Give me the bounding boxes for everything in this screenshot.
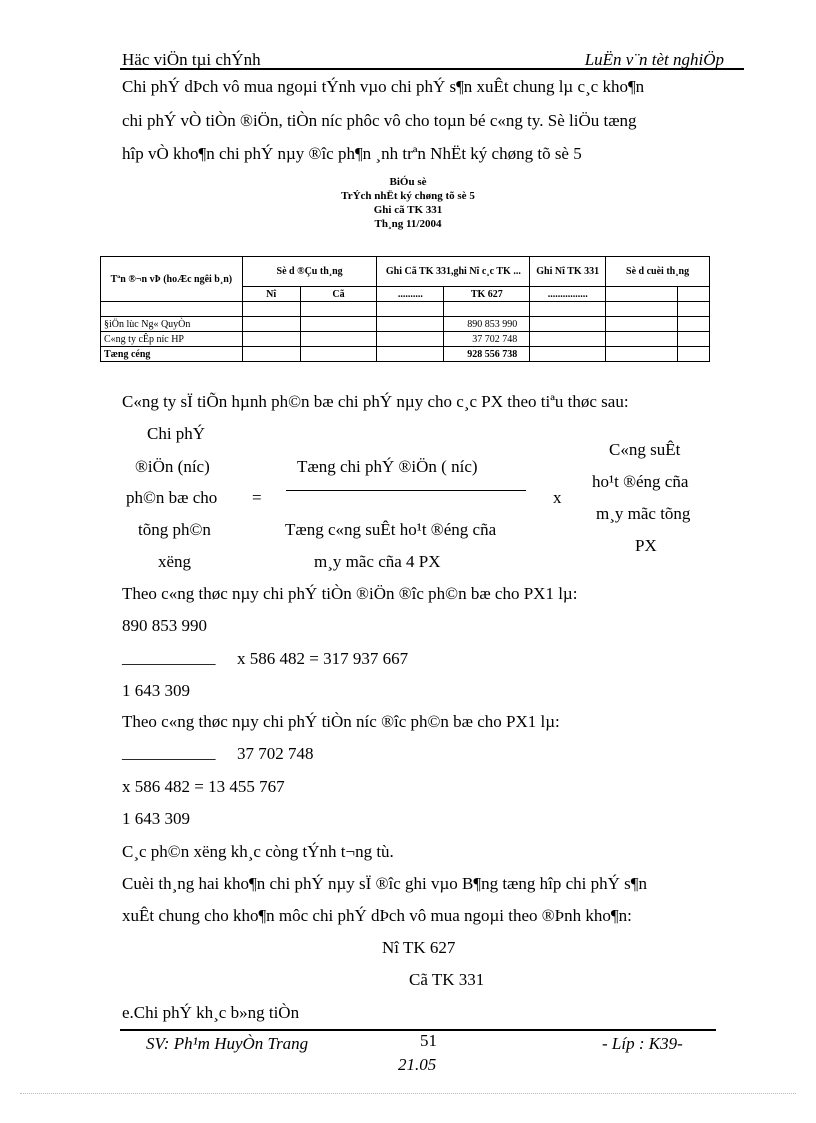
- formula-left-1: Chi phÝ: [147, 424, 206, 443]
- col-opening-header: Sè d ®Çu th¸ng: [242, 257, 377, 287]
- header-thesis: LuËn v¨n tèt nghiÖp: [584, 50, 724, 69]
- formula-denominator-2: m¸y mãc cña 4 PX: [314, 552, 441, 571]
- table-row-total: [101, 347, 710, 362]
- table-caption: BiÓu sè: [389, 176, 427, 188]
- formula-numerator: Tæng chi phÝ ®iÖn ( níc): [297, 457, 478, 476]
- entry-debit: Nî TK 627: [382, 938, 456, 957]
- calc1-denominator: 1 643 309: [122, 681, 190, 700]
- row-name: §iÖn lùc Ng« QuyÒn: [101, 317, 243, 332]
- calc2-product: x 586 482 = 13 455 767: [122, 777, 285, 796]
- formula-left-4: tõng ph©n: [138, 520, 211, 539]
- formula-fraction-bar: [286, 490, 526, 491]
- formula-left-3: ph©n bæ cho: [126, 488, 218, 507]
- intro-line-1: Chi phÝ dÞch vô mua ngoµi tÝnh vµo chi phÝ s¶n xuÊt chung lµ c¸c kho¶n: [122, 77, 645, 96]
- row-tk627: 890 853 990: [444, 317, 530, 332]
- closing-line-1: Cuèi th¸ng hai kho¶n chi phÝ nµy sÏ ®îc ghi vµo B¶ng tæng hîp chi phÝ s¶n: [122, 874, 647, 893]
- col-name-header: Tªn ®¬n vÞ (hoÆc ngêi b¸n): [101, 257, 243, 302]
- calc2-denominator: 1 643 309: [122, 809, 190, 828]
- table-row-blank: [101, 302, 710, 317]
- col-closing-header: Sè d cuèi th¸ng: [606, 257, 710, 287]
- formula-right-3: m¸y mãc tõng: [596, 504, 691, 523]
- col-co-header: Cã: [300, 287, 377, 302]
- intro-line-3: hîp vÒ kho¶n chi phÝ nµy ®îc ph¶n ¸nh trªn NhËt ký chøng tõ sè 5: [122, 144, 582, 163]
- formula-times: x: [553, 488, 562, 507]
- col-dots-header: ..........: [377, 287, 444, 302]
- other-workshops: C¸c ph©n xëng kh¸c còng tÝnh t¬ng tù.: [122, 842, 394, 861]
- ledger-table: [100, 256, 710, 362]
- header-school: Häc viÖn tµi chÝnh: [122, 50, 261, 69]
- table-row: [101, 317, 710, 332]
- closing-line-2: xuÊt chung cho kho¶n môc chi phÝ dÞch vô mua ngoµi theo ®Þnh kho¶n:: [122, 906, 632, 925]
- col-debit-header: Ghi Nî TK 331: [530, 257, 606, 287]
- formula-equals: =: [252, 488, 262, 507]
- intro-line-2: chi phÝ vÒ tiÒn ®iÖn, tiÒn níc phôc vô cho toµn bé c«ng ty. Sè liÖu tæng: [122, 111, 637, 130]
- col-no-header: Nî: [242, 287, 300, 302]
- header-rule: [120, 68, 744, 70]
- footer-student: SV: Ph¹m HuyÒn Trang: [146, 1034, 309, 1053]
- section-heading: e.Chi phÝ kh¸c b»ng tiÒn: [122, 1003, 300, 1022]
- formula-right-4: PX: [635, 536, 657, 555]
- calc1-product: x 586 482 = 317 937 667: [237, 649, 409, 668]
- calc1-intro: Theo c«ng thøc nµy chi phÝ tiÒn ®iÖn ®îc ph©n bæ cho PX1 lµ:: [122, 584, 578, 603]
- formula-left-2: ®iÖn (níc): [135, 457, 210, 476]
- calc2-fraction-bar: ___________: [122, 743, 216, 762]
- formula-right-2: ho¹t ®éng cña: [592, 472, 689, 491]
- allocation-intro: C«ng ty sÏ tiÕn hµnh ph©n bæ chi phÝ nµy cho c¸c PX theo tiªu thøc sau:: [122, 392, 629, 411]
- calc1-numerator: 890 853 990: [122, 616, 207, 635]
- footer-rule: [120, 1029, 716, 1031]
- row-tk627: 37 702 748: [444, 332, 530, 347]
- table-title: TrÝch nhËt ký chøng tõ sè 5: [341, 190, 475, 202]
- entry-credit: Cã TK 331: [409, 970, 485, 989]
- formula-denominator-1: Tæng c«ng suÊt ho¹t ®éng cña: [285, 520, 497, 539]
- row-name: C«ng ty cÊp níc HP: [101, 332, 243, 347]
- table-month: Th¸ng 11/2004: [374, 218, 442, 230]
- col-credit-header: Ghi Cã TK 331,ghi Nî c¸c TK ...: [377, 257, 530, 287]
- footer-class: - Líp : K39-: [602, 1034, 683, 1053]
- formula-left-5: xëng: [158, 552, 192, 571]
- formula-right-1: C«ng suÊt: [609, 440, 681, 459]
- col-tk627-header: TK 627: [444, 287, 530, 302]
- footer-code: 21.05: [398, 1055, 437, 1074]
- footer-page-number: 51: [420, 1031, 437, 1050]
- calc2-intro: Theo c«ng thøc nµy chi phÝ tiÒn níc ®îc ph©n bæ cho PX1 lµ:: [122, 712, 560, 731]
- table-account: Ghi cã TK 331: [373, 204, 443, 216]
- calc1-fraction-bar: ___________: [122, 648, 216, 667]
- col-dots2-header: ................: [530, 287, 606, 302]
- row-tk627: 928 556 738: [444, 347, 530, 362]
- page-edge: [20, 1093, 796, 1094]
- table-row: [101, 332, 710, 347]
- calc2-numerator: 37 702 748: [237, 744, 314, 763]
- row-name: Tæng céng: [101, 347, 243, 362]
